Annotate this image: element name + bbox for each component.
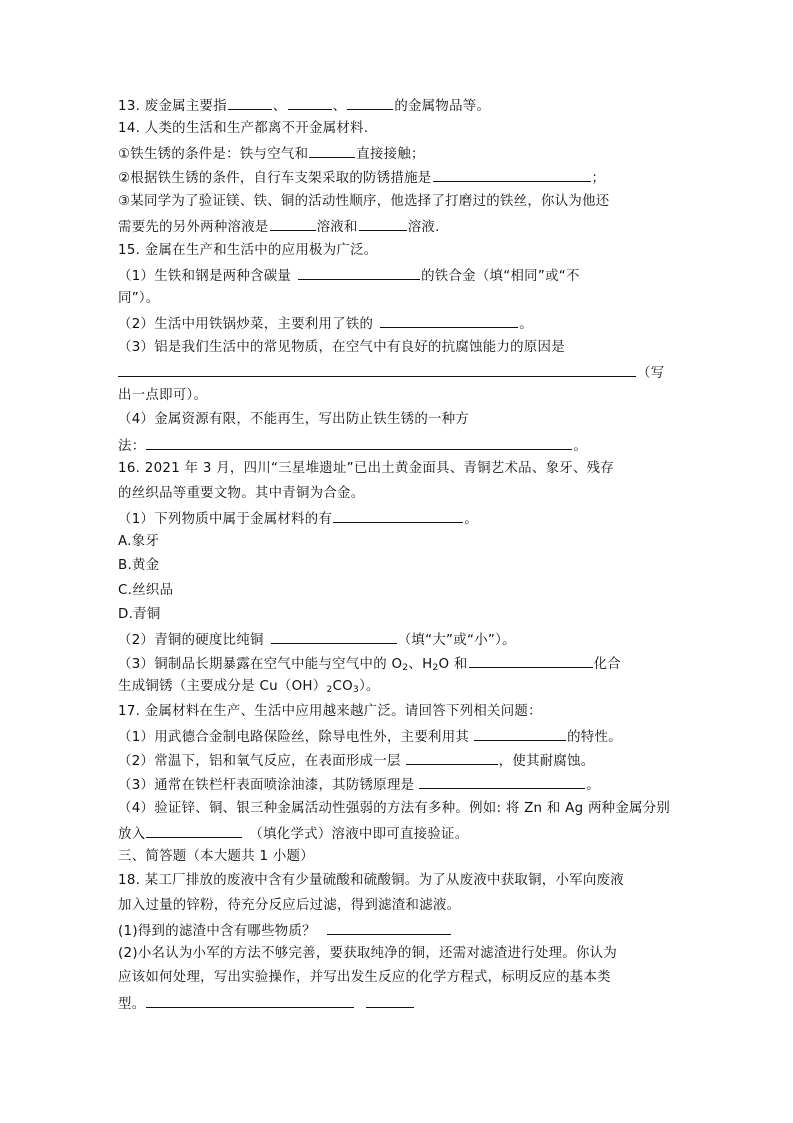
question-18-line-2: 加入过量的锌粉，待充分反应后过滤，得到滤渣和滤液。 — [118, 898, 461, 913]
answer-blank[interactable] — [366, 994, 414, 1008]
q18-p2-text: 型。 — [118, 997, 146, 1012]
answer-blank[interactable] — [433, 168, 591, 182]
section-3-heading: 三、简答题（本大题共 1 小题） — [118, 849, 314, 864]
subscript: 2 — [326, 685, 333, 695]
question-15-part-3: （3）铝是我们生活中的常见物质，在空气中有良好的抗腐蚀能力的原因是 — [118, 340, 565, 355]
question-15-part-3-cont: 出一点即可）。 — [118, 388, 208, 403]
q17-p3-text-end: 。 — [586, 778, 601, 793]
answer-blank[interactable] — [333, 509, 463, 523]
q15-p3-text: （写 — [637, 366, 665, 381]
q16-p3-text: CO — [332, 679, 354, 694]
answer-blank[interactable] — [146, 436, 572, 450]
q14-i1-text: ①铁生锈的条件是：铁与空气和 — [118, 147, 309, 162]
q16-p2-text-end: （填“大”或“小”）。 — [397, 633, 516, 648]
q15-p2-text: （2）生活中用铁锅炒菜，主要利用了铁的 — [118, 317, 374, 332]
q16-p2-text: （2）青铜的硬度比纯铜 — [118, 633, 264, 648]
option-a[interactable]: A.象牙 — [118, 534, 160, 549]
answer-blank[interactable] — [146, 994, 354, 1008]
q18-p1-text: (1)得到的滤渣中含有哪些物质？ — [118, 924, 316, 939]
answer-blank[interactable] — [146, 824, 242, 838]
q17-p4-text: 放入 — [118, 827, 146, 842]
q17-p2-text: （2）常温下，铝和氧气反应，在表面形成一层 — [118, 754, 401, 769]
q16-p1-text-end: 。 — [464, 512, 478, 527]
question-17-part-2 — [118, 751, 594, 771]
question-15-part-1 — [118, 266, 580, 286]
q17-p3-text: （3）通常在铁栏杆表面喷涂油漆，其防锈原理是 — [118, 778, 415, 793]
question-18-part-2-end — [118, 994, 415, 1014]
q15-p1-text-end: 的铁合金（填“相同”或“不 — [421, 269, 580, 284]
q13-text-end: 的金属物品等。 — [394, 99, 491, 114]
q15-p4-text-end: 。 — [573, 439, 588, 454]
question-18-part-2: (2)小名认为小军的方法不够完善，要获取纯净的铜，还需对滤渣进行处理。你认为 — [118, 946, 618, 961]
question-14-item-3-cont — [118, 217, 440, 237]
question-17-title: 17. 金属材料在生产、生活中应用越来越广泛。请回答下列相关问题： — [118, 704, 542, 719]
answer-blank[interactable] — [270, 217, 316, 231]
answer-blank[interactable] — [469, 654, 593, 668]
q17-p1-text: （1）用武德合金制电路保险丝，除导电性外，主要利用其 — [118, 730, 470, 745]
question-15-part-4: （4）金属资源有限，不能再生，写出防止铁生锈的一种方 — [118, 412, 470, 427]
q16-p3-text: 、H — [408, 657, 433, 672]
question-14-item-2 — [118, 168, 605, 188]
question-16-part-2 — [118, 630, 516, 650]
q13-separator: 、 — [332, 99, 347, 114]
question-18-line-1: 18. 某工厂排放的废液中含有少量硫酸和硫酸铜。为了从废液中获取铜，小军向废液 — [118, 873, 624, 888]
q16-p1-text: （1）下列物质中属于金属材料的有 — [118, 512, 333, 527]
q14-i2-text: ②根据铁生锈的条件，自行车支架采取的防锈措施是 — [118, 171, 432, 186]
question-14-item-3: ③某同学为了验证镁、铁、铜的活动性顺序，他选择了打磨过的铁丝，你认为他还 — [118, 194, 610, 209]
question-16-part-3 — [118, 654, 621, 674]
answer-blank[interactable] — [359, 217, 407, 231]
question-17-part-3 — [118, 775, 600, 795]
option-d[interactable]: D.青铜 — [118, 607, 161, 622]
answer-blank[interactable] — [271, 630, 397, 644]
question-15-part-4-line — [118, 436, 587, 456]
question-16-line-2: 的丝织品等重要文物。其中青铜为合金。 — [118, 486, 365, 501]
q14-i3-text-end: 溶液. — [407, 220, 440, 235]
subscript: 3 — [353, 685, 360, 695]
question-16-line-1: 16. 2021 年 3 月，四川“三星堆遗址”已出土黄金面具、青铜艺术品、象牙、残存 — [118, 461, 615, 476]
option-c[interactable]: C.丝织品 — [118, 583, 174, 598]
question-17-part-4-cont — [118, 824, 468, 844]
answer-blank[interactable] — [288, 96, 332, 110]
answer-blank[interactable] — [347, 96, 393, 110]
answer-blank[interactable] — [309, 144, 355, 158]
question-18-part-1 — [118, 921, 452, 941]
q15-p2-text-end: 。 — [519, 317, 533, 332]
answer-blank[interactable] — [327, 921, 451, 935]
q13-text: 13. 废金属主要指 — [118, 99, 227, 114]
question-18-part-2-cont: 应该如何处理，写出实验操作，并写出发生反应的化学方程式，标明反应的基本类 — [118, 970, 611, 985]
q14-i3-text: 溶液和 — [316, 220, 358, 235]
question-14-item-1 — [118, 144, 425, 164]
question-16-part-1 — [118, 509, 478, 529]
q15-p4-text: 法： — [118, 439, 146, 454]
q17-p1-text-end: 的特性。 — [567, 730, 622, 745]
q14-i2-text-end: ； — [591, 171, 606, 186]
q14-i1-text-end: 直接接触； — [356, 147, 425, 162]
question-17-part-4: （4）验证锌、铜、银三种金属活动性强弱的方法有多种。例如: 将 Zn 和 Ag 两种金属分别 — [118, 801, 671, 816]
q13-separator: 、 — [272, 99, 287, 114]
answer-blank[interactable] — [406, 751, 498, 765]
q16-p3-text-end: ）。 — [359, 679, 380, 694]
subscript: 2 — [402, 663, 409, 673]
answer-blank[interactable] — [419, 775, 585, 789]
q14-i3-text: 需要先的另外两种溶液是 — [118, 220, 269, 235]
q16-p3-text-end: 化合 — [593, 657, 621, 672]
question-16-part-3-cont — [118, 678, 380, 696]
question-15-title: 15. 金属在生产和生活中的应用极为广泛。 — [118, 243, 378, 258]
q16-p3-text: 生成铜锈（主要成分是 Cu（OH） — [118, 679, 327, 694]
question-15-part-2 — [118, 314, 533, 334]
question-13 — [118, 96, 490, 116]
question-17-part-1 — [118, 727, 622, 747]
q17-p4-text-end: （填化学式）溶液中即可直接验证。 — [249, 827, 469, 842]
answer-blank[interactable] — [118, 363, 636, 377]
q15-p1-text: （1）生铁和钢是两种含碳量 — [118, 269, 292, 284]
q17-p2-text-end: ，使其耐腐蚀。 — [498, 754, 595, 769]
question-15-part-3-line — [118, 363, 664, 383]
question-14-title: 14. 人类的生活和生产都离不开金属材料. — [118, 121, 369, 136]
answer-blank[interactable] — [474, 727, 566, 741]
answer-blank[interactable] — [228, 96, 272, 110]
answer-blank[interactable] — [298, 266, 420, 280]
q16-p3-text: （3）铜制品长期暴露在空气中能与空气中的 O — [118, 657, 403, 672]
question-15-part-1-cont: 同”）。 — [118, 291, 160, 306]
option-b[interactable]: B.黄金 — [118, 558, 160, 573]
subscript: 2 — [432, 663, 439, 673]
q16-p3-text: O 和 — [438, 657, 468, 672]
answer-blank[interactable] — [380, 314, 518, 328]
